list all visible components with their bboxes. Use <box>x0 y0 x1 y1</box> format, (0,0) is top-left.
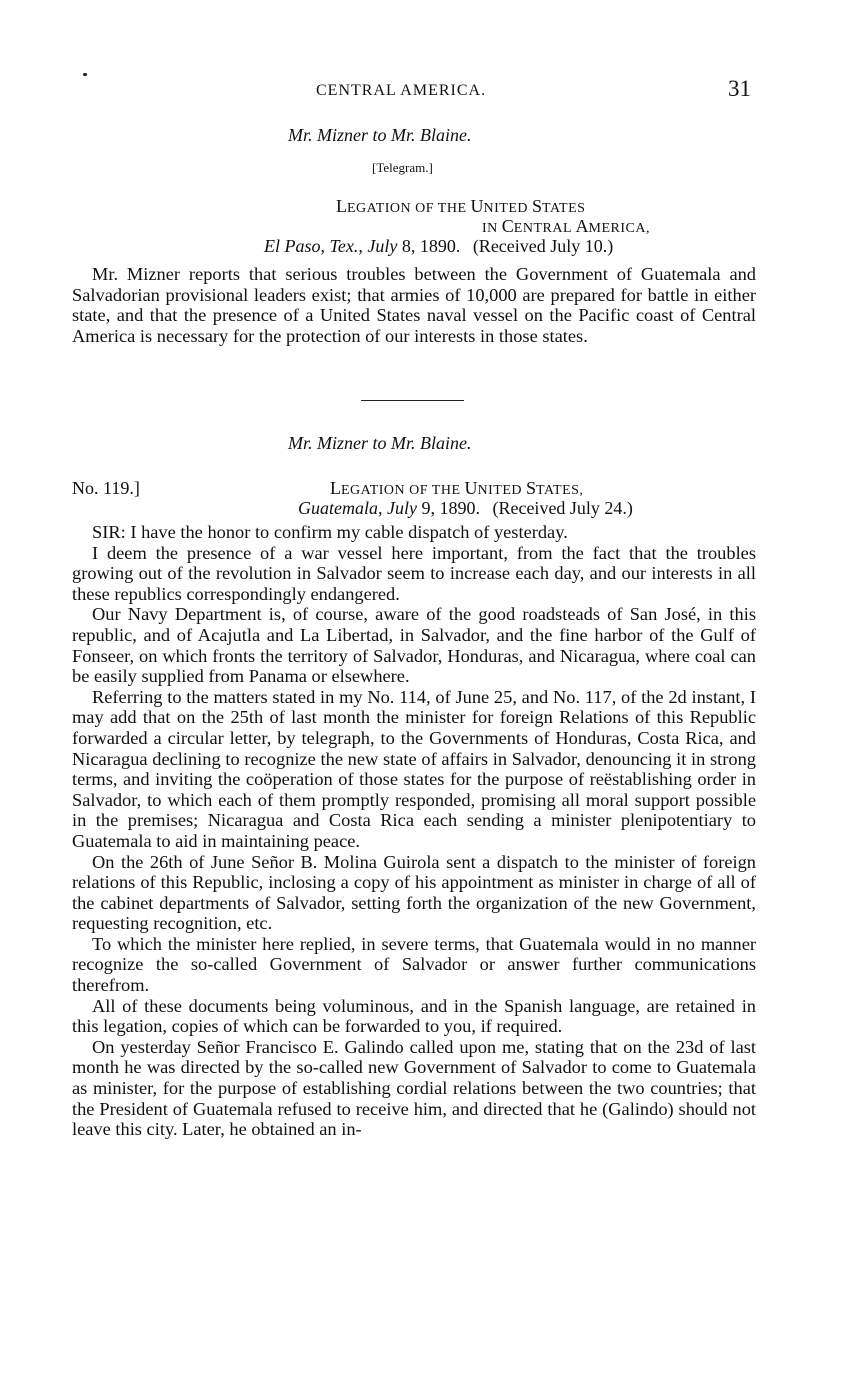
print-speck <box>83 73 87 76</box>
dateline-date: 9, 1890. <box>421 498 480 518</box>
paragraph: On the 26th of June Señor B. Molina Guirola sent a dispatch to the minister of foreign relations of this Republic, inclosing a copy of his appointment as minister in charge of all of the cabinet departments of Salvador, setting forth the organization of the new Government, requesting recognition, etc. <box>72 851 756 934</box>
page-number: 31 <box>728 76 751 101</box>
dispatch-body <box>72 522 756 1140</box>
received-note: (Received July 24.) <box>492 498 633 518</box>
paragraph: Referring to the matters stated in my No. 114, of June 25, and No. 117, of the 2d instant, I may add that on the 25th of last month the minister for foreign Relations of this Republic forwarded a circular letter, by telegraph, to the Governments of Honduras, Costa Rica, and Nicaragua declining to recognize the new state of affairs in Salvador, denouncing it in strong terms, and inviting the coöperation of those states for the purpose of reëstablishing order in Salvador, to which each of them promptly responded, promising all moral support possible in the premises; Nicaragua and Costa Rica each sending a minister plenipotentiary to Guatemala to aid in maintaining peace. <box>72 686 756 851</box>
dateline-place: El Paso, Tex., July <box>264 236 398 256</box>
dateline-place: Guatemala, July <box>298 498 417 518</box>
paragraph: SIR: I have the honor to confirm my cable dispatch of yesterday. <box>92 522 568 542</box>
dateline <box>298 498 633 519</box>
section-divider <box>361 400 464 401</box>
dateline-date: 8, 1890. <box>401 236 461 256</box>
legation-line-2: IN CENTRAL AMERICA, <box>482 216 650 236</box>
paragraph: All of these documents being voluminous, and in the Spanish language, are retained in this legation, copies of which can be forwarded to you, if required. <box>72 995 756 1037</box>
letter-title: Mr. Mizner to Mr. Blaine. <box>288 125 472 145</box>
dispatch-number: No. 119.] <box>72 478 140 498</box>
running-head: CENTRAL AMERICA. <box>316 82 487 99</box>
received-note: (Received July 10.) <box>472 236 614 256</box>
paragraph: Mr. Mizner reports that serious troubles between the Government of Guatemala and Salvadorian provisional leaders exist; that armies of 10,000 are prepared for battle in either state, and that the presence of a United States naval vessel on the Pacific coast of Central America is necessary for the protection of our interests in those states. <box>72 264 756 346</box>
paragraph: I deem the presence of a war vessel here important, from the fact that the troubles growing out of the revolution in Salvador seem to increase each day, and our interests in all these republics correspondingly endangered. <box>72 542 756 604</box>
telegram-note: [Telegram.] <box>372 160 433 175</box>
dateline <box>264 236 613 257</box>
paragraph: Our Navy Department is, of course, aware of the good roadsteads of San José, in this republic, and of Acajutla and La Libertad, in Salvador, and the fine harbor of the Gulf of Fonseer, on which fronts the territory of Salvador, Honduras, and Nicaragua, where coal can be easily supplied from Panama or elsewhere. <box>72 604 756 687</box>
telegram-body <box>72 264 756 346</box>
letter-title: Mr. Mizner to Mr. Blaine. <box>288 433 472 453</box>
paragraph: To which the minister here replied, in severe terms, that Guatemala would in no manner recognize the so-called Government of Salvador or answer further communications therefrom. <box>72 933 756 996</box>
legation-line: LEGATION OF THE UNITED STATES <box>336 196 586 216</box>
salutation: SIR: <box>92 522 126 542</box>
legation-line: LEGATION OF THE UNITED STATES, <box>330 478 584 498</box>
paragraph: On yesterday Señor Francisco E. Galindo called upon me, stating that on the 23d of last month he was directed by the so-called new Government of Salvador to come to Guatemala as minister, for the purpose of establishing cordial relations between the two countries; that the President of Guatemala refused to receive him, and directed that he (Galindo) should not leave this city. Later, he obtained an in- <box>72 1036 756 1140</box>
